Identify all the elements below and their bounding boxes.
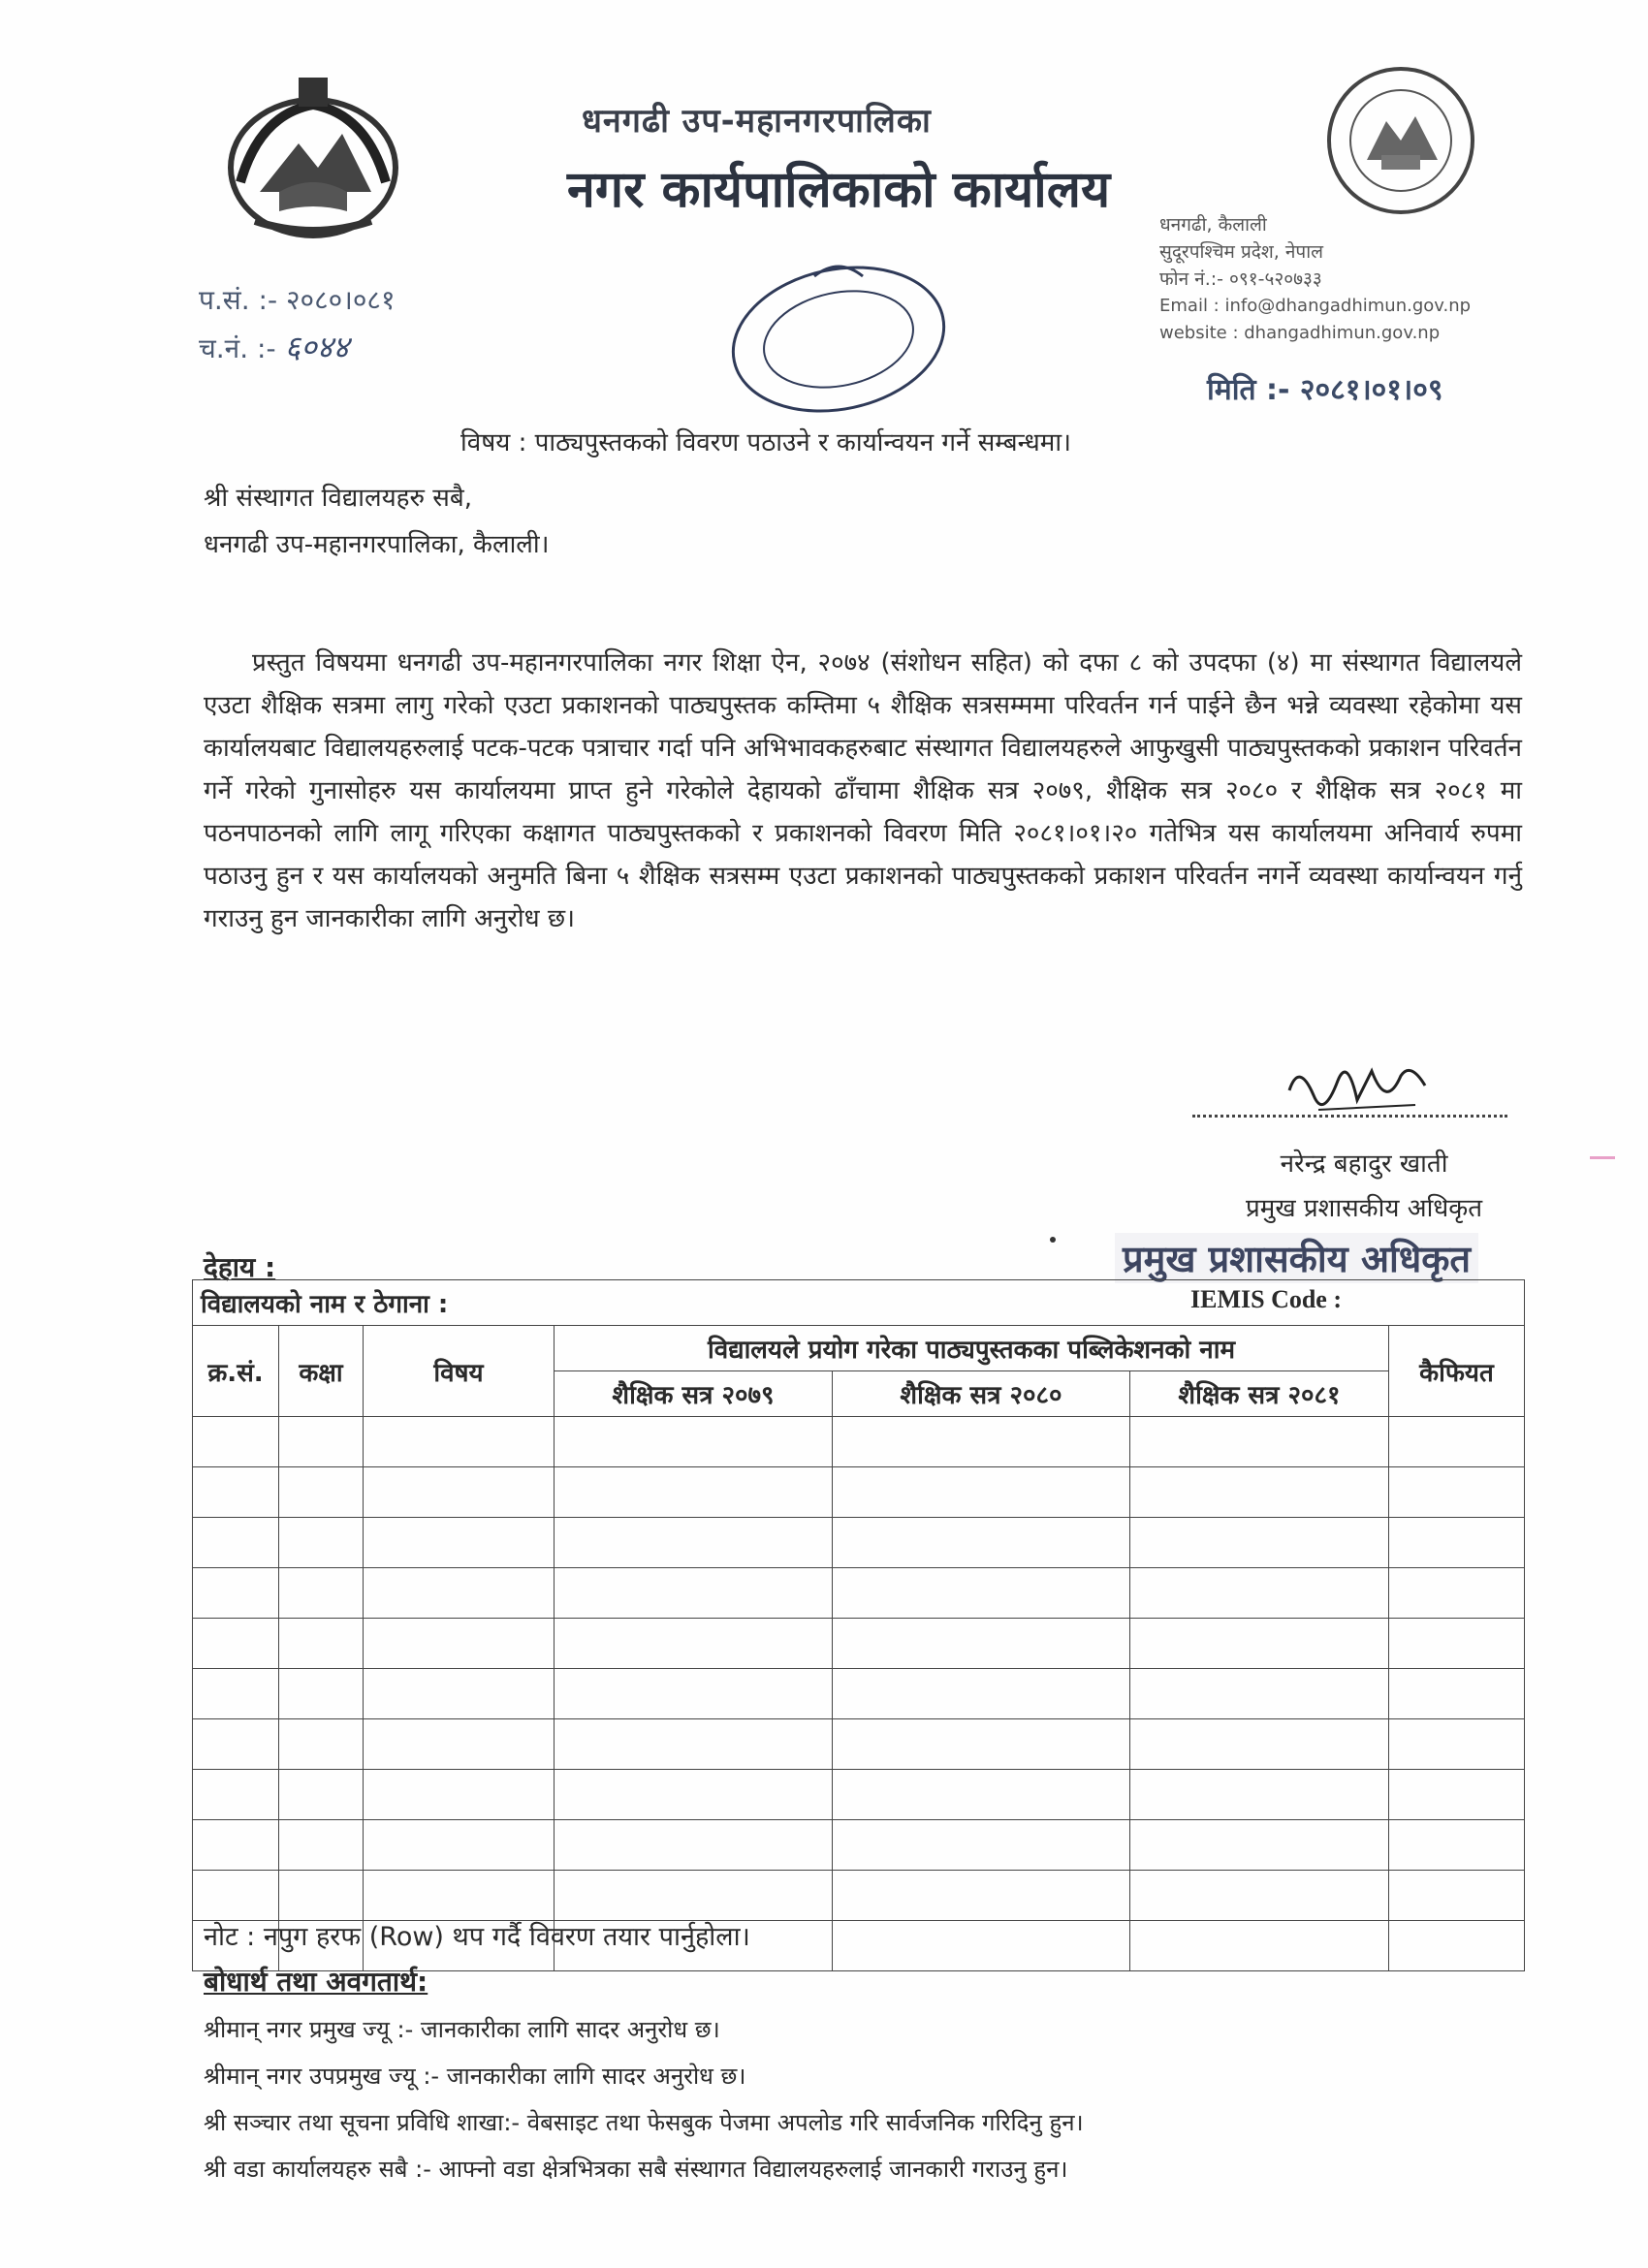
col-header-publication: विद्यालयले प्रयोग गरेका पाठ्यपुस्तकका पब्लिकेशनको नाम <box>555 1326 1389 1371</box>
iemis-code-label: IEMIS Code : <box>1189 1285 1342 1313</box>
cc-heading: बोधार्थ तथा अवगतार्थ: <box>204 1966 428 1998</box>
addressee-block <box>204 475 550 568</box>
email-address: Email : info@dhangadhimun.gov.np <box>1159 296 1472 316</box>
municipality-seal-icon <box>1323 63 1478 218</box>
signature-line <box>1192 1115 1507 1118</box>
table-row <box>193 1518 1525 1568</box>
contact-block <box>1159 211 1471 347</box>
table-note: नोट : नपुग हरफ (Row) थप गर्दै विवरण तयार पार्नुहोला। <box>204 1922 750 1952</box>
cc-item-mayor: श्रीमान् नगर प्रमुख ज्यू :- जानकारीका लागि सादर अनुरोध छ। <box>204 2016 720 2043</box>
signature-icon <box>1280 1052 1435 1124</box>
cn-number <box>199 324 396 372</box>
col-header-session-2080: शैक्षिक सत्र २०८० <box>833 1371 1130 1417</box>
address-line-1: धनगढी, कैलाली <box>1159 214 1267 236</box>
body-paragraph: प्रस्तुत विषयमा धनगढी उप-महानगरपालिका नगर शिक्षा ऐन, २०७४ (संशोधन सहित) को दफा ८ को उपदफा (४) मा संस्थागत विद्यालयले एउटा शैक्षिक सत्रमा लागु गरेको एउटा प्रकाशनको पाठ्यपुस्तक कम्तिमा ५ शैक्षिक सत्रसम्ममा परिवर्तन गर्न पाईने छैन भन्ने व्यवस्था रहेकोमा यस कार्यालयबाट विद्यालयहरुलाई पटक-पटक पत्राचार गर्दा पनि अभिभावकहरुबाट संस्थागत विद्यालयहरुले आफुखुसी पाठ्यपुस्तकको प्रकाशन परिवर्तन गर्ने गरेको गुनासोहरु यस कार्यालयमा प्राप्त हुने गरेकोले देहायको ढाँचामा शैक्षिक सत्र २०७९, शैक्षिक सत्र २०८० र शैक्षिक सत्र २०८१ मा पठनपाठनको लागि लागू गरिएका कक्षागत पाठ्यपुस्तकको र प्रकाशनको विवरण मिति २०८१।०१।२० गतेभित्र यस कार्यालयमा अनिवार्य रुपमा पठाउनु हुन र यस कार्यालयको अनुमति बिना ५ शैक्षिक सत्रसम्म एउटा प्रकाशनको पाठ्यपुस्तकको प्रकाशन परिवर्तन नगर्ने व्यवस्था कार्यान्वयन गर्नु गराउनु हुन जानकारीका लागि अनुरोध छ। <box>204 648 1522 933</box>
phone-number: फोन नं.:- ०९१-५२०७३३ <box>1159 268 1322 290</box>
signatory-designation: प्रमुख प्रशासकीय अधिकृत <box>1246 1194 1483 1223</box>
table-row <box>193 1871 1525 1921</box>
cn-label: च.नं. :- <box>199 332 276 364</box>
letter-body <box>204 642 1522 940</box>
signatory-block <box>1246 1142 1482 1231</box>
ink-dot <box>1050 1237 1056 1243</box>
signatory-name: नरेन्द्र बहादुर खाती <box>1280 1150 1448 1179</box>
address-line-2: सुदूरपश्चिम प्रदेश, नेपाल <box>1159 241 1323 263</box>
addressee-line-1: श्री संस्थागत विद्यालयहरु सबै, <box>204 484 472 513</box>
ink-mark <box>1590 1156 1615 1159</box>
letter-date: मिति :- २०८१।०१।०९ <box>1207 373 1443 407</box>
office-stamp-icon <box>717 247 960 422</box>
nepal-emblem-icon <box>221 76 405 245</box>
website-address: website : dhangadhimun.gov.np <box>1159 323 1441 343</box>
table-row <box>193 1719 1525 1770</box>
col-header-class: कक्षा <box>279 1326 364 1417</box>
annex-label: देहाय : <box>204 1251 276 1283</box>
addressee-line-2: धनगढी उप-महानगरपालिका, कैलाली। <box>204 530 550 559</box>
reference-block <box>199 277 396 372</box>
table-row <box>193 1619 1525 1669</box>
table-row <box>193 1417 1525 1467</box>
col-header-sn: क्र.सं. <box>193 1326 279 1417</box>
table-row <box>193 1669 1525 1719</box>
cc-list <box>204 2006 1084 2192</box>
col-header-subject: विषय <box>364 1326 555 1417</box>
school-name-label: विद्यालयको नाम र ठेगाना : <box>201 1290 449 1319</box>
table-row <box>193 1280 1525 1326</box>
table-row <box>193 1467 1525 1518</box>
col-header-session-2081: शैक्षिक सत्र २०८१ <box>1130 1371 1389 1417</box>
designation-stamp: प्रमुख प्रशासकीय अधिकृत <box>1115 1233 1478 1283</box>
office-title: नगर कार्यपालिकाको कार्यालय <box>567 161 1111 219</box>
office-name: धनगढी उप-महानगरपालिका <box>582 102 932 141</box>
table-row <box>193 1770 1525 1820</box>
col-header-remarks: कैफियत <box>1389 1326 1525 1417</box>
table-row <box>193 1820 1525 1871</box>
table-row <box>193 1568 1525 1619</box>
ps-number: प.सं. :- २०८०।०८१ <box>199 284 396 316</box>
school-info-cell <box>193 1280 1525 1326</box>
cc-item-ward-offices: श्री वडा कार्यालयहरु सबै :- आफ्नो वडा क्षेत्रभित्रका सबै संस्थागत विद्यालयहरुलाई जानकारी गराउनु हुन। <box>204 2156 1068 2183</box>
cn-handwritten-value: ६०४४ <box>284 329 350 365</box>
table-header-row <box>193 1326 1525 1371</box>
col-header-session-2079: शैक्षिक सत्र २०७९ <box>555 1371 833 1417</box>
annex-table <box>192 1279 1525 1971</box>
cc-item-it-section: श्री सञ्चार तथा सूचना प्रविधि शाखा:- वेबसाइट तथा फेसबुक पेजमा अपलोड गरि सार्वजनिक गरिदिनु हुन। <box>204 2109 1084 2136</box>
cc-item-deputy-mayor: श्रीमान् नगर उपप्रमुख ज्यू :- जानकारीका लागि सादर अनुरोध छ। <box>204 2063 746 2090</box>
letter-subject: विषय : पाठ्यपुस्तकको विवरण पठाउने र कार्यान्वयन गर्ने सम्बन्धमा। <box>460 428 1071 457</box>
